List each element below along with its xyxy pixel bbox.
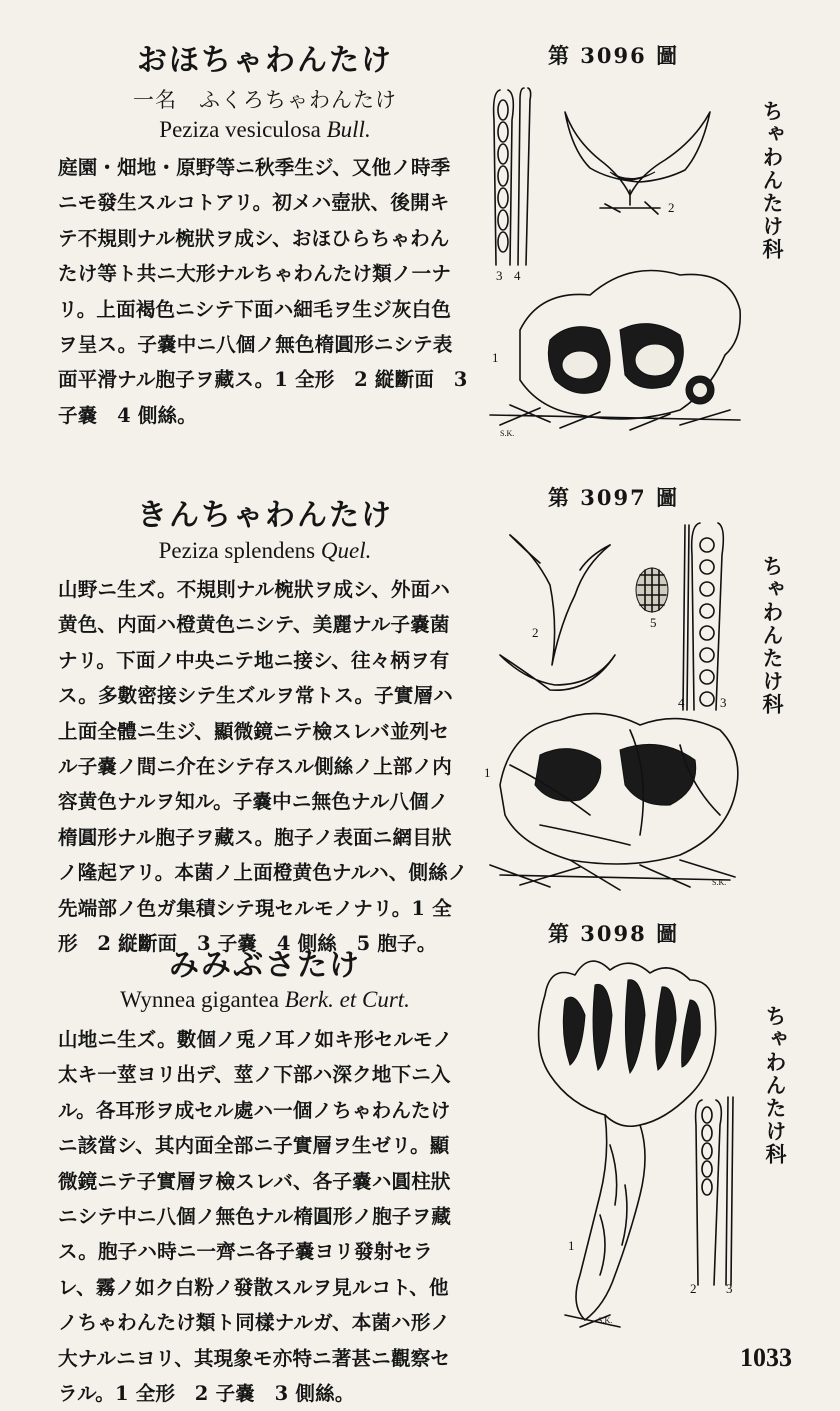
fig1-label-2: 2: [668, 200, 675, 215]
fig1-habit: [490, 271, 740, 431]
fig2-habit: [490, 714, 738, 890]
entry-3-illustration: [490, 955, 760, 1335]
fig3-ascus: [696, 1100, 722, 1285]
fig2-label-5: 5: [650, 615, 657, 630]
entry-1-genus-species: Peziza vesiculosa: [159, 117, 321, 142]
entry-2-figure-number: 第 3097 圖: [548, 485, 680, 510]
fig1-ascus: [494, 90, 514, 265]
entry-3-scientific-name: [45, 987, 485, 1013]
fig1-label-4: 4: [514, 268, 521, 283]
entry-2-family: ちゃわんたけ科: [760, 555, 785, 716]
entry-2-illustration: [480, 515, 750, 895]
entry-1-description: 庭園・畑地・原野等ニ秋季生ジ、又他ノ時季ニモ發生スルコトアリ。初メハ壺狀、後開キテ不規則ナル椀狀ヲ成シ、おほひらちゃわんたけ等ト共ニ大形ナルちゃわんたけ類ノ一ナリ。上面褐色ニシテ下面ハ細毛ヲ生ジ灰白色ヲ呈ス。子嚢中ニ八個ノ無色楕圓形ニシテ表面平滑ナル胞子ヲ藏ス。1 全形 2 縦斷面 3 子嚢 4 側絲。: [58, 156, 468, 427]
fig2-section: [500, 535, 615, 690]
entry-1-author: Bull.: [326, 117, 371, 142]
fig3-label-3: 3: [726, 1281, 733, 1296]
fig3-habit: [539, 961, 716, 1327]
fig3-artist-mark: S.K.: [598, 1316, 613, 1325]
fig2-label-4: 4: [678, 695, 685, 710]
entry-1-scientific-name: [45, 117, 485, 143]
fig1-paraphysis: [518, 88, 531, 265]
entry-3-family: ちゃわんたけ科: [763, 1005, 788, 1166]
fig1-label-3: 3: [496, 268, 503, 283]
fig3-label-2: 2: [690, 1281, 697, 1296]
entry-3-author: Berk. et Curt.: [284, 987, 410, 1012]
entry-2-scientific-name: [45, 538, 485, 564]
page-number: 1033: [740, 1343, 792, 1372]
entry-1-illustration: [480, 80, 750, 450]
entry-3-genus-species: Wynnea gigantea: [120, 987, 279, 1012]
fig2-label-3: 3: [720, 695, 727, 710]
entry-3-description: 山地ニ生ズ。數個ノ兎ノ耳ノ如キ形セルモノ太キ一莖ヨリ出デ、莖ノ下部ハ深ク地下ニ入ル。各耳形ヲ成セル處ハ一個ノちゃわんたけニ該當シ、其内面全部ニ子實層ヲ生ゼリ。顯微鏡ニテ子實層ヲ檢スレバ、各子嚢ハ圓柱狀ニシテ中ニ八個ノ無色ナル楕圓形ノ胞子ヲ藏ス。胞子ハ時ニ一齊ニ各子嚢ヨリ發射セラレ、霧ノ如ク白粉ノ發散スルヲ見ルコト、他ノちゃわんたけ類ト同樣ナルガ、本菌ハ形ノ大ナルニヨリ、其現象モ亦特ニ著甚ニ觀察セラル。1 全形 2 子嚢 3 側絲。: [58, 1028, 453, 1406]
entry-1-alias: 一名 ふくろちゃわんたけ: [133, 88, 397, 112]
entry-1-figure-number: 第 3096 圖: [548, 43, 680, 68]
fig2-label-1: 1: [484, 765, 491, 780]
fig1-section: [565, 112, 710, 214]
entry-2-author: Quel.: [320, 538, 372, 563]
entry-2-title: きんちゃわんたけ: [137, 498, 393, 533]
fig1-label-1: 1: [492, 350, 499, 365]
fig2-spore: [636, 568, 668, 612]
fig3-label-1: 1: [568, 1238, 575, 1253]
fig3-paraphysis: [726, 1097, 733, 1285]
entry-1-title: おほちゃわんたけ: [137, 43, 393, 78]
fig1-artist-mark: S.K.: [500, 429, 515, 438]
fig2-ascus: [692, 523, 724, 710]
entry-2-genus-species: Peziza splendens: [158, 538, 316, 563]
fig2-artist-mark: S.K.: [712, 878, 727, 887]
entry-1-family: ちゃわんたけ科: [760, 100, 785, 261]
entry-3-figure-number: 第 3098 圖: [548, 921, 680, 946]
entry-2-description: 山野ニ生ズ。不規則ナル椀狀ヲ成シ、外面ハ黄色、内面ハ橙黄色ニシテ、美麗ナル子嚢菌ナリ。下面ノ中央ニテ地ニ接シ、往々柄ヲ有ス。多數密接シテ生ズルヲ常トス。子實層ハ上面全體ニ生ジ、顯微鏡ニテ檢スレバ並列セル子嚢ノ間ニ介在シテ存スル側絲ノ上部ノ内容黄色ナルヲ知ル。子嚢中ニ無色ナル八個ノ楕圓形ナル胞子ヲ藏ス。胞子ノ表面ニ網目狀ノ隆起アリ。本菌ノ上面橙黄色ナルハ、側絲ノ先端部ノ色ガ集積シテ現セルモノナリ。1 全形 2 縦斷面 3 子嚢 4 側絲 5 胞子。: [58, 578, 468, 956]
fig2-label-2: 2: [532, 625, 539, 640]
fig2-paraphysis: [683, 525, 689, 710]
entry-3-title: みみぶさたけ: [169, 948, 361, 983]
